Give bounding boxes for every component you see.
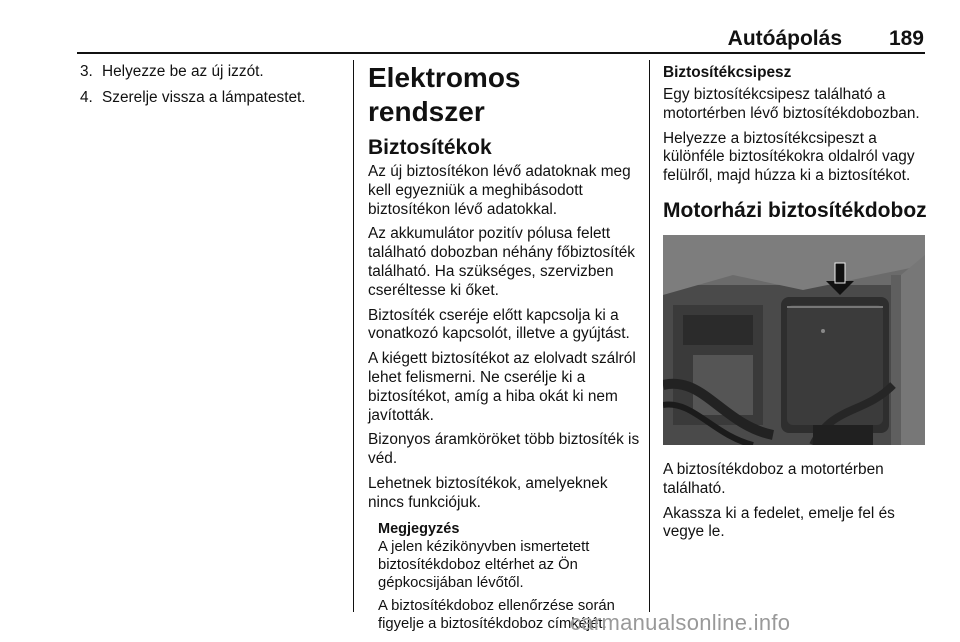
header-divider	[77, 52, 925, 54]
minor-heading: Biztosítékcsipesz	[663, 64, 792, 81]
step-text: Helyezze be az új izzót.	[102, 63, 264, 80]
note-paragraph: A biztosítékdoboz ellenőrzése során figyelje a biztosítékdoboz címkéjét.	[378, 597, 615, 632]
paragraph: Bizonyos áramköröket több biztosíték is véd.	[368, 431, 640, 468]
step-number: 3.	[80, 63, 93, 80]
paragraph: Lehetnek biztosítékok, amelyeknek nincs funkciójuk.	[368, 474, 608, 511]
subsection-heading: Motorházi biztosítékdoboz	[663, 198, 927, 222]
paragraph: Egy biztosítékcsipesz található a motortérben lévő biztosítékdobozban.	[663, 86, 920, 122]
paragraph: Biztosíték cseréje előtt kapcsolja ki a vonatkozó kapcsolót, illetve a gyújtást.	[368, 306, 630, 343]
engine-fuse-box-photo	[663, 235, 925, 445]
paragraph: Helyezze a biztosítékcsipeszt a különféle biztosítékokra oldalról vagy felülről, majd húzza ki a biztosítékot.	[663, 129, 915, 185]
step-number: 4.	[80, 88, 93, 106]
column-1	[80, 63, 345, 115]
subsection-heading: Biztosítékok	[368, 136, 492, 159]
step-4	[80, 89, 345, 108]
step-text: Szerelje vissza a lámpatestet.	[102, 88, 306, 106]
watermark: carmanualsonline.info	[570, 610, 791, 635]
paragraph: Az új biztosítékon lévő adatoknak meg kell egyezniük a meghibásodott biztosítékon lévő adatokkal.	[368, 163, 631, 218]
caption-paragraph: A biztosítékdoboz a motortérben található.	[663, 460, 884, 497]
column-3	[663, 63, 931, 548]
note-title: Megjegyzés	[378, 520, 460, 537]
page-number: 189	[888, 27, 924, 50]
note-paragraph: A jelen kézikönyvben ismertetett biztosítékdoboz eltérhet az Ön gépkocsijában lévőtől.	[378, 538, 590, 591]
caption-paragraph: Akassza ki a fedelet, emelje fel és vegye le.	[663, 504, 895, 541]
page-header-title: Autóápolás	[727, 27, 842, 50]
column-divider-2	[649, 60, 650, 612]
paragraph: Az akkumulátor pozitív pólusa felett található dobozban néhány főbiztosíték található. Ha szükséges, szervizben cseréltesse ki őket.	[368, 225, 635, 299]
column-divider-1	[353, 60, 354, 612]
step-3	[80, 63, 345, 82]
paragraph: A kiégett biztosítékot az elolvadt szálról lehet felismerni. Ne cserélje ki a biztosítékot, amíg a hiba okát ki nem javították.	[368, 350, 636, 424]
section-heading: Elektromos rendszer	[368, 62, 521, 127]
column-2	[368, 63, 642, 638]
